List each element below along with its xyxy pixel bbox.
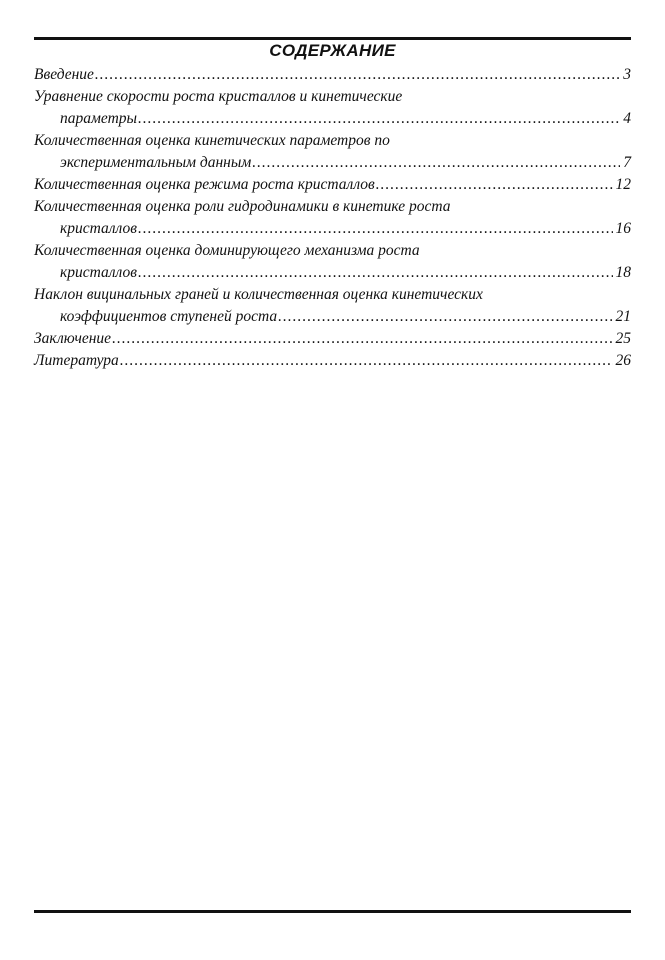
bottom-rule	[34, 910, 631, 913]
toc-entry-title-continued: экспериментальным данным	[60, 154, 252, 171]
toc-page-number: 18	[615, 264, 631, 281]
toc-page-number: 16	[615, 220, 631, 237]
toc-entry-dominant-mechanism[interactable]	[34, 240, 631, 284]
toc-page-number: 12	[615, 176, 631, 193]
toc-page-number: 7	[623, 154, 631, 171]
toc-entry-title: Уравнение скорости роста кристаллов и кинетические	[34, 88, 403, 105]
toc-entry-title-continued: кристаллов	[60, 264, 137, 281]
toc-entry-references[interactable]	[34, 350, 631, 372]
toc-entry-title: Количественная оценка кинетических параметров по	[34, 132, 390, 149]
toc-entry-title-continued: коэффициентов ступеней роста	[60, 308, 278, 325]
dot-leader	[278, 306, 612, 328]
toc-entry-title: Наклон вицинальных граней и количественная оценка кинетических	[34, 286, 483, 303]
page-title: СОДЕРЖАНИЕ	[269, 41, 396, 60]
toc-page-number: 4	[623, 110, 631, 127]
toc-page-number: 25	[615, 330, 631, 347]
toc-entry-hydrodynamics-role[interactable]	[34, 196, 631, 240]
dot-leader	[120, 350, 613, 372]
dot-leader	[138, 262, 613, 284]
toc-entry-kinetic-parameters-estimate[interactable]	[34, 130, 631, 174]
dot-leader	[138, 108, 620, 130]
toc-entry-title: Количественная оценка режима роста кристаллов	[34, 176, 375, 193]
toc-entry-introduction[interactable]	[34, 64, 631, 86]
dot-leader	[95, 64, 620, 86]
dot-leader	[138, 218, 613, 240]
toc-page-number: 21	[615, 308, 631, 325]
table-of-contents	[34, 64, 631, 372]
toc-entry-title-continued: кристаллов	[60, 220, 137, 237]
toc-entry-vicinal-faces[interactable]	[34, 284, 631, 328]
toc-entry-title: Количественная оценка доминирующего механизма роста	[34, 242, 420, 259]
toc-entry-growth-regime-estimate[interactable]	[34, 174, 631, 196]
dot-leader	[252, 152, 620, 174]
dot-leader	[112, 328, 612, 350]
toc-entry-title-continued: параметры	[60, 110, 138, 127]
toc-page-number: 26	[615, 352, 631, 369]
toc-entry-title: Заключение	[34, 330, 112, 347]
toc-entry-growth-rate-equation[interactable]	[34, 86, 631, 130]
toc-entry-title: Количественная оценка роли гидродинамики в кинетике роста	[34, 198, 451, 215]
toc-entry-title: Введение	[34, 66, 94, 83]
toc-entry-title: Литература	[34, 352, 119, 369]
toc-entry-conclusion[interactable]	[34, 328, 631, 350]
toc-page-number: 3	[623, 66, 631, 83]
dot-leader	[376, 174, 613, 196]
